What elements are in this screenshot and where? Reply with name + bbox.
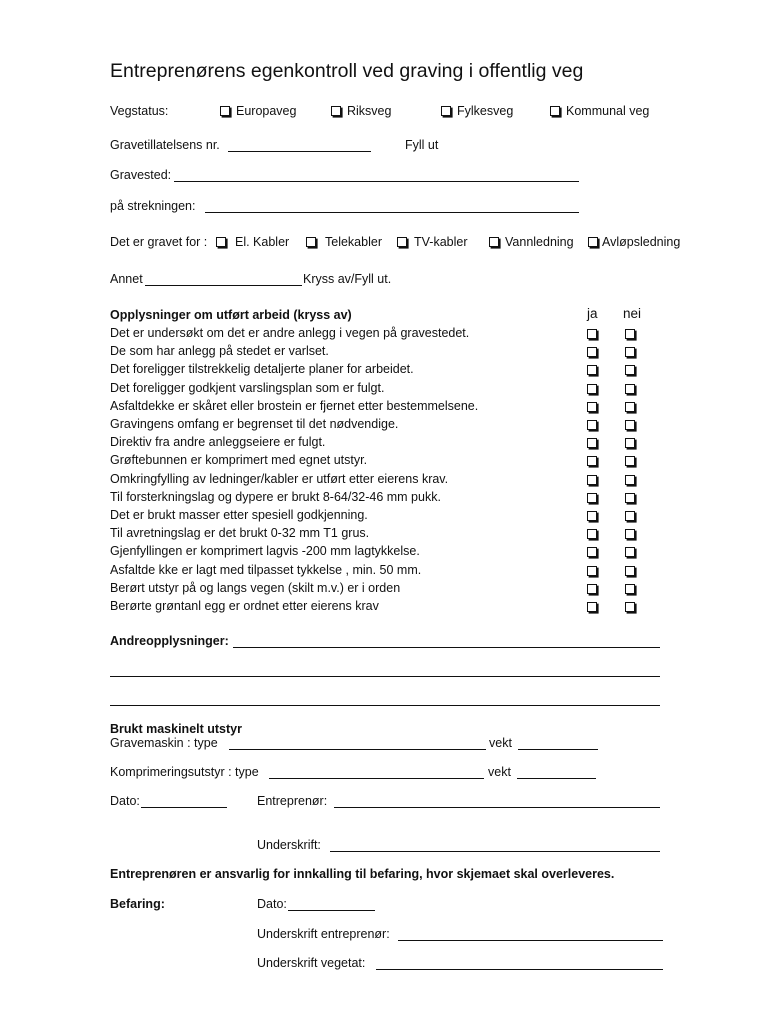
andre-opplysninger-field-3[interactable]: [110, 705, 660, 706]
checklist-nei-checkbox[interactable]: [625, 365, 635, 375]
gravetillatelse-label: Gravetillatelsens nr.: [110, 138, 220, 152]
vegstatus-option-riksveg[interactable]: Riksveg: [331, 104, 391, 118]
dato-label: Dato:: [110, 794, 140, 808]
checklist-item-text: Grøftebunnen er komprimert med egnet utstyr.: [110, 453, 368, 467]
gravemaskin-type-field[interactable]: [229, 749, 486, 750]
underskrift-label: Underskrift:: [257, 838, 321, 852]
checkbox-icon[interactable]: [489, 237, 499, 247]
komprimeringsutstyr-vekt-label: vekt: [488, 765, 511, 779]
checklist-nei-checkbox[interactable]: [625, 347, 635, 357]
befaring-dato-field[interactable]: [288, 910, 375, 911]
annet-field[interactable]: [145, 285, 302, 286]
gravested-field[interactable]: [174, 181, 579, 182]
checklist-nei-checkbox[interactable]: [625, 456, 635, 466]
checklist-ja-checkbox[interactable]: [587, 529, 597, 539]
gravet-for-label: Det er gravet for :: [110, 235, 208, 249]
checklist-ja-checkbox[interactable]: [587, 384, 597, 394]
komprimeringsutstyr-type-field[interactable]: [269, 778, 484, 779]
gravemaskin-vekt-label: vekt: [489, 736, 512, 750]
checklist-item-text: Til avretningslag er det brukt 0-32 mm T1 grus.: [110, 526, 370, 540]
underskrift-field[interactable]: [330, 851, 660, 852]
checklist-item-text: Omkringfylling av ledninger/kabler er utført etter eierens krav.: [110, 472, 449, 486]
checklist-item-text: Det er brukt masser etter spesiell godkjenning.: [110, 508, 368, 522]
checklist-nei-checkbox[interactable]: [625, 584, 635, 594]
maskinelt-utstyr-heading: Brukt maskinelt utstyr: [110, 722, 242, 736]
checklist-ja-checkbox[interactable]: [587, 456, 597, 466]
checklist-nei-checkbox[interactable]: [625, 329, 635, 339]
checklist-item-text: Det er undersøkt om det er andre anlegg i vegen på gravestedet.: [110, 326, 470, 340]
checkbox-icon[interactable]: [216, 237, 226, 247]
entreprenor-label: Entreprenør:: [257, 794, 328, 808]
andre-opplysninger-field-2[interactable]: [110, 676, 660, 677]
checklist-nei-checkbox[interactable]: [625, 511, 635, 521]
checklist-ja-checkbox[interactable]: [587, 475, 597, 485]
checkbox-icon[interactable]: [397, 237, 407, 247]
checklist-item-text: Gravingens omfang er begrenset til det nødvendige.: [110, 417, 399, 431]
checklist-item-text: Direktiv fra andre anleggseiere er fulgt.: [110, 435, 326, 449]
underskrift-vegetat-label: Underskrift vegetat:: [257, 956, 366, 970]
gravemaskin-vekt-field[interactable]: [518, 749, 598, 750]
checklist-nei-checkbox[interactable]: [625, 529, 635, 539]
checklist-item-text: Asfaltdekke er skåret eller brostein er fjernet etter bestemmelsene.: [110, 399, 479, 413]
gravested-label: Gravested:: [110, 168, 172, 182]
checklist-item-text: Berørt utstyr på og langs vegen (skilt m.v.) er i orden: [110, 581, 401, 595]
underskrift-vegetat-field[interactable]: [376, 969, 663, 970]
ansvar-note: Entreprenøren er ansvarlig for innkalling til befaring, hvor skjemaet skal overleveres.: [110, 867, 615, 881]
checklist-ja-checkbox[interactable]: [587, 566, 597, 576]
vegstatus-option-kommunal-veg[interactable]: Kommunal veg: [550, 104, 649, 118]
checklist-nei-checkbox[interactable]: [625, 493, 635, 503]
checklist-nei-checkbox[interactable]: [625, 566, 635, 576]
gravet-for-el-kabler[interactable]: El. Kabler: [216, 235, 289, 249]
checklist-nei-checkbox[interactable]: [625, 402, 635, 412]
checklist-ja-checkbox[interactable]: [587, 547, 597, 557]
column-ja-header: ja: [587, 306, 598, 321]
checklist-ja-checkbox[interactable]: [587, 420, 597, 430]
gravetillatelse-field[interactable]: [228, 151, 371, 152]
komprimeringsutstyr-vekt-field[interactable]: [517, 778, 596, 779]
komprimeringsutstyr-label: Komprimeringsutstyr : type: [110, 765, 259, 779]
vegstatus-option-fylkesveg[interactable]: Fylkesveg: [441, 104, 513, 118]
checklist-nei-checkbox[interactable]: [625, 420, 635, 430]
gravet-for-telekabler[interactable]: Telekabler: [306, 235, 382, 249]
gravet-for-tv-kabler[interactable]: TV-kabler: [397, 235, 468, 249]
andre-opplysninger-label: Andreopplysninger:: [110, 634, 229, 648]
checklist-item-text: Til forsterkningslag og dypere er brukt 8-64/32-46 mm pukk.: [110, 490, 441, 504]
checklist-item-text: De som har anlegg på stedet er varlset.: [110, 344, 329, 358]
checklist-ja-checkbox[interactable]: [587, 493, 597, 503]
opplysninger-heading: Opplysninger om utført arbeid (kryss av): [110, 308, 352, 322]
checklist-nei-checkbox[interactable]: [625, 475, 635, 485]
checklist-ja-checkbox[interactable]: [587, 438, 597, 448]
checkbox-icon[interactable]: [220, 106, 230, 116]
checklist-ja-checkbox[interactable]: [587, 365, 597, 375]
underskrift-entreprenor-field[interactable]: [398, 940, 663, 941]
andre-opplysninger-field-1[interactable]: [233, 647, 660, 648]
checklist-ja-checkbox[interactable]: [587, 602, 597, 612]
checklist-ja-checkbox[interactable]: [587, 347, 597, 357]
befaring-label: Befaring:: [110, 897, 165, 911]
checkbox-icon[interactable]: [441, 106, 451, 116]
fyll-ut-hint: Fyll ut: [405, 138, 439, 152]
gravet-for-avlopsledning[interactable]: Avløpsledning: [588, 235, 680, 249]
column-nei-header: nei: [623, 306, 642, 321]
checklist-item-text: Berørte grøntanl egg er ordnet etter eierens krav: [110, 599, 379, 613]
checkbox-icon[interactable]: [588, 237, 598, 247]
kryss-av-hint: Kryss av/Fyll ut.: [303, 272, 392, 286]
checklist-ja-checkbox[interactable]: [587, 402, 597, 412]
checklist-nei-checkbox[interactable]: [625, 438, 635, 448]
checklist-nei-checkbox[interactable]: [625, 602, 635, 612]
checklist-item-text: Det foreligger tilstrekkelig detaljerte planer for arbeidet.: [110, 362, 414, 376]
checklist-item-text: Asfaltde kke er lagt med tilpasset tykkelse , min. 50 mm.: [110, 563, 422, 577]
checklist-item-text: Gjenfyllingen er komprimert lagvis -200 mm lagtykkelse.: [110, 544, 420, 558]
strekning-field[interactable]: [205, 212, 579, 213]
checklist-item-text: Det foreligger godkjent varslingsplan som er fulgt.: [110, 381, 385, 395]
checklist-ja-checkbox[interactable]: [587, 329, 597, 339]
checklist-ja-checkbox[interactable]: [587, 511, 597, 521]
checkbox-icon[interactable]: [306, 237, 316, 247]
checklist-nei-checkbox[interactable]: [625, 547, 635, 557]
underskrift-entreprenor-label: Underskrift entreprenør:: [257, 927, 390, 941]
checkbox-icon[interactable]: [550, 106, 560, 116]
annet-label: Annet: [110, 272, 143, 286]
strekning-label: på strekningen:: [110, 199, 196, 213]
checkbox-icon[interactable]: [331, 106, 341, 116]
checklist-ja-checkbox[interactable]: [587, 584, 597, 594]
vegstatus-option-europaveg[interactable]: Europaveg: [220, 104, 296, 118]
vegstatus-label: Vegstatus:: [110, 104, 169, 118]
page-title: Entreprenørens egenkontroll ved graving i offentlig veg: [110, 60, 584, 82]
entreprenor-field[interactable]: [334, 807, 660, 808]
befaring-dato-label: Dato:: [257, 897, 287, 911]
gravemaskin-label: Gravemaskin : type: [110, 736, 218, 750]
dato-field[interactable]: [141, 807, 227, 808]
checklist-nei-checkbox[interactable]: [625, 384, 635, 394]
gravet-for-vannledning[interactable]: Vannledning: [489, 235, 574, 249]
